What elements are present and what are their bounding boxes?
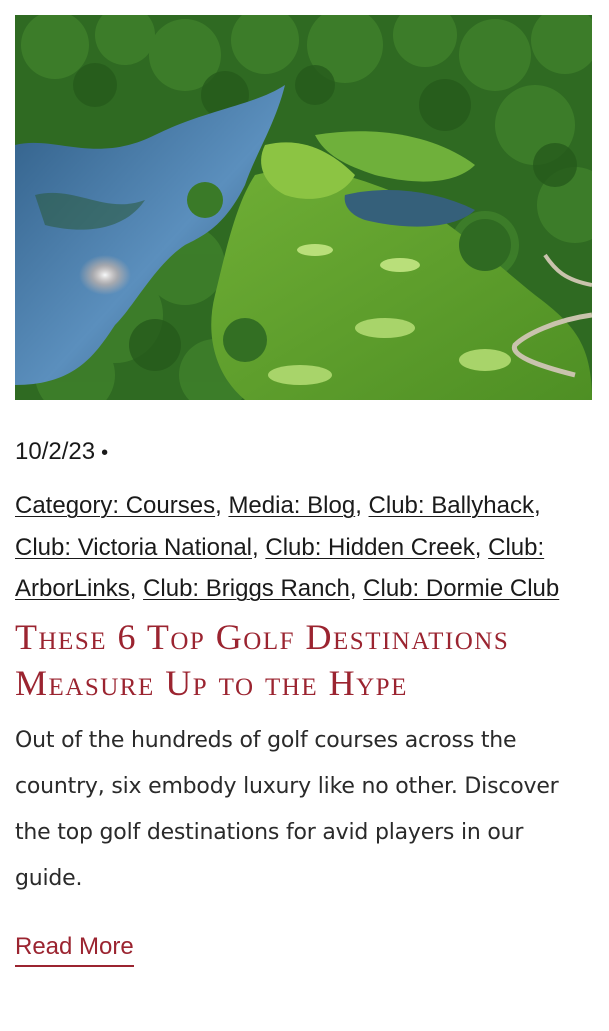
post-card	[15, 15, 592, 967]
post-date: 10/2/23	[15, 438, 96, 465]
category-link-dormie-club[interactable]: Club: Dormie Club	[363, 575, 560, 602]
post-meta	[15, 437, 592, 467]
category-link-courses[interactable]: Category: Courses	[15, 492, 216, 519]
post-hero-image[interactable]	[15, 15, 592, 400]
post-excerpt: Out of the hundreds of golf courses across the country, six embody luxury like no other. Discover the top golf destinations for avid players in our guide.	[15, 727, 559, 891]
category-separator: ,	[533, 492, 541, 519]
category-link-blog[interactable]: Media: Blog	[228, 492, 356, 519]
category-link-victoria-national[interactable]: Club: Victoria National	[15, 533, 253, 561]
golf-course-aerial-image	[15, 15, 592, 400]
category-link-ballyhack[interactable]: Club: Ballyhack	[368, 492, 534, 519]
category-separator: ,	[349, 575, 364, 602]
meta-separator: •	[101, 442, 109, 464]
category-separator: ,	[474, 533, 489, 561]
category-separator: ,	[355, 492, 369, 519]
category-link-hidden-creek[interactable]: Club: Hidden Creek	[265, 533, 475, 561]
read-more-link[interactable]: Read More	[15, 934, 134, 967]
category-link-briggs-ranch[interactable]: Club: Briggs Ranch	[143, 575, 350, 602]
category-separator: ,	[215, 492, 229, 519]
category-link-arborlinks[interactable]: Club: ArborLinks	[15, 533, 545, 602]
post-categories	[15, 485, 595, 610]
category-separator: ,	[252, 533, 266, 561]
category-separator: ,	[129, 575, 144, 602]
post-title[interactable]: These 6 Top Golf Destinations Measure Up to the Hype	[15, 616, 510, 703]
